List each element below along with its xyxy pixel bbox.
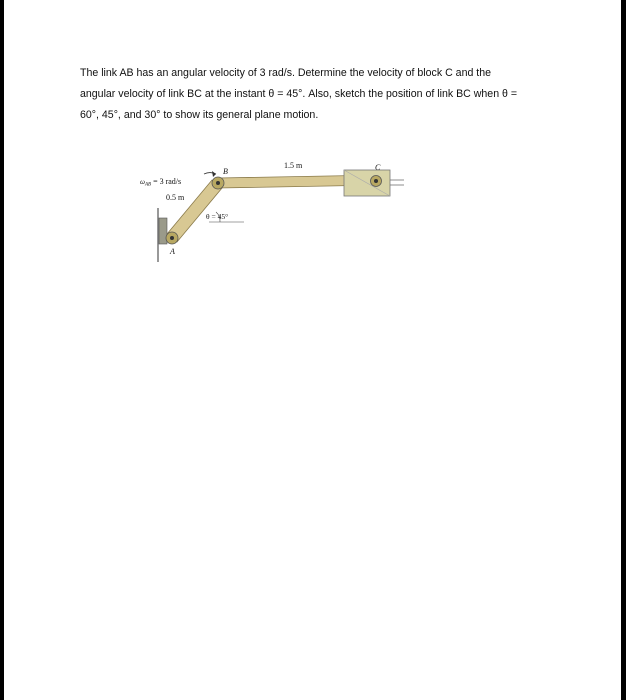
pin-b-center [216,181,220,185]
point-b-label: B [223,167,228,176]
mechanism-diagram [134,150,424,270]
pin-c-center [374,179,378,183]
problem-line-2: angular velocity of link BC at the instant θ = 45°. Also, sketch the position of link BC when θ = [80,88,518,100]
mechanism-figure [134,150,424,270]
problem-statement [80,63,560,126]
omega-label: $\omega_{AB} = 3$ rad/s [140,177,182,188]
length-bc-label: 1.5 m [284,161,303,170]
document-page [4,0,621,700]
pin-a-center [170,236,174,240]
problem-line-3: 60°, 45°, and 30° to show its general plane motion. [80,109,319,121]
problem-line-1: The link AB has an angular velocity of 3 rad/s. Determine the velocity of block C and the [80,67,492,79]
length-ab-label: 0.5 m [166,193,185,202]
omega-arrowhead [212,171,216,177]
angle-label: θ = 45° [206,212,229,221]
point-a-label: A [170,247,175,256]
wall-support [159,218,167,244]
point-c-label: C [375,163,381,172]
